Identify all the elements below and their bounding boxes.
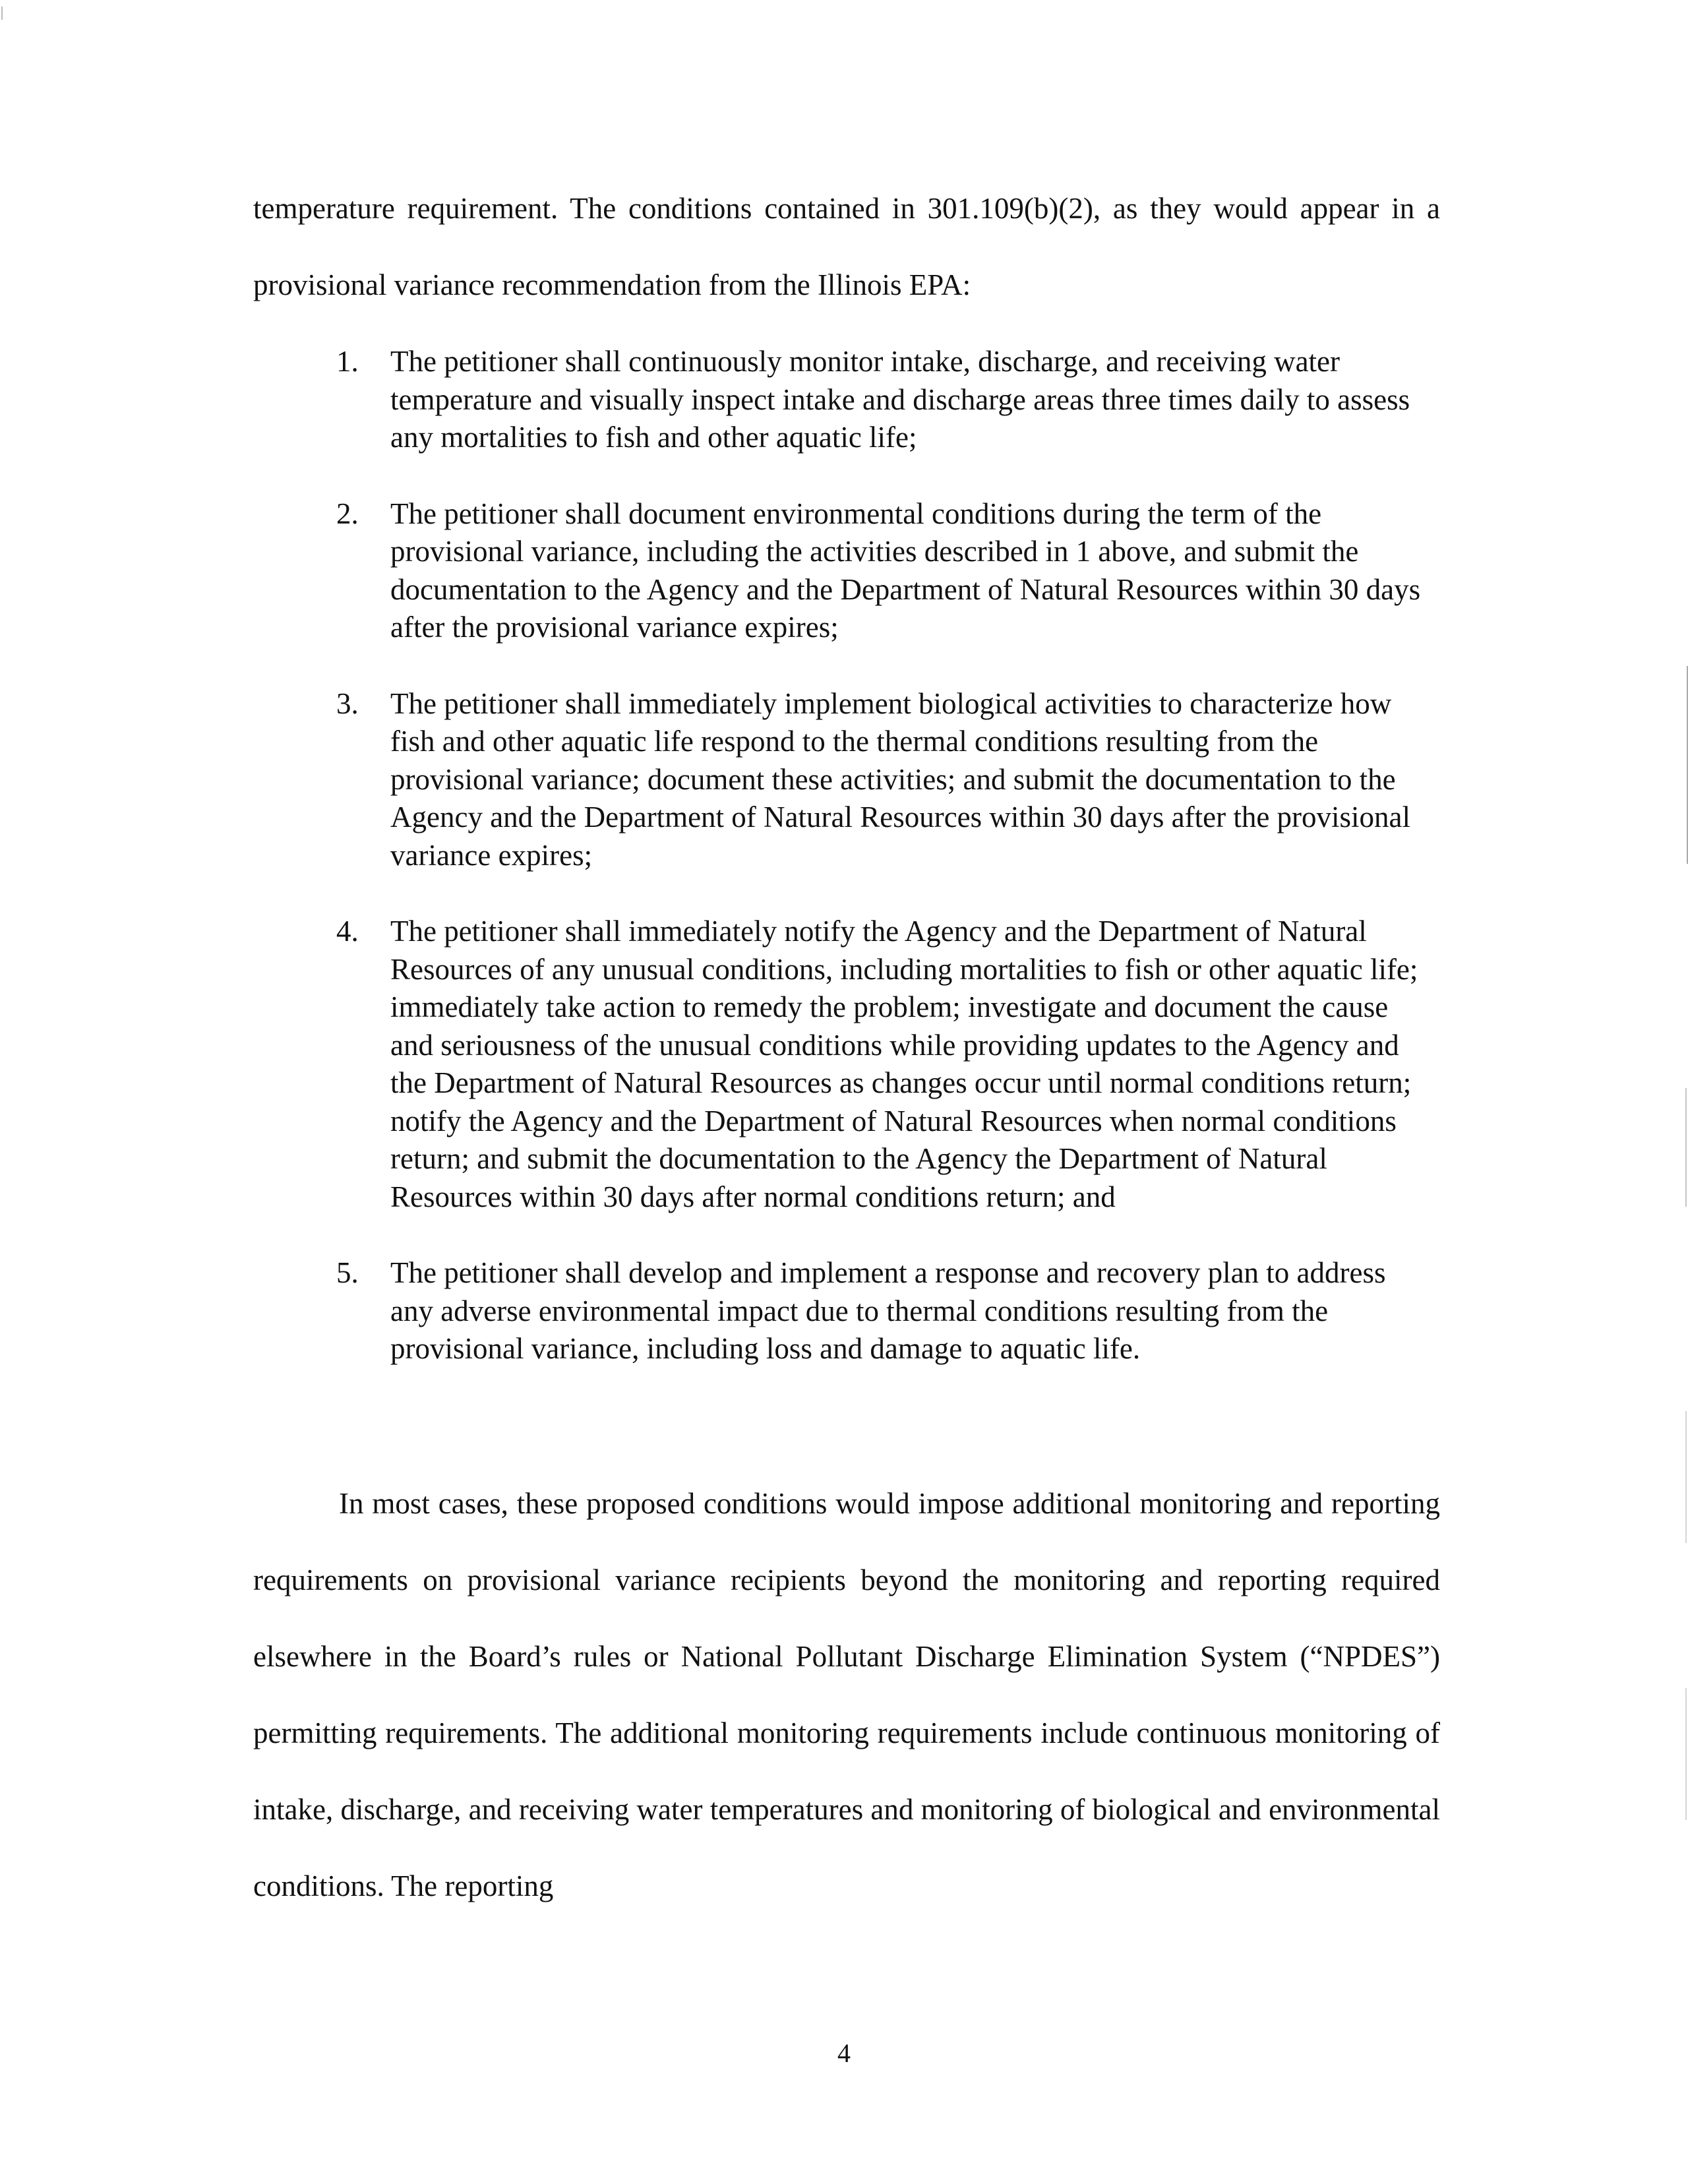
item-text: The petitioner shall continuously monitor intake, discharge, and receiving water temperature and visually inspect intake and discharge areas three times daily to assess any mortalities to fish and other aquatic life; xyxy=(390,345,1410,454)
page-number: 4 xyxy=(837,2038,851,2068)
list-item xyxy=(336,495,1434,647)
conditions-list xyxy=(336,343,1434,1407)
item-text: The petitioner shall develop and implement a response and recovery plan to address any adverse environmental impact due to thermal conditions resulting from the provisional variance, including loss and damage to aquatic life. xyxy=(390,1256,1386,1365)
item-number: 3. xyxy=(336,686,359,720)
item-number: 2. xyxy=(336,497,359,530)
list-item xyxy=(336,1254,1434,1368)
list-item xyxy=(336,343,1434,457)
list-item xyxy=(336,913,1434,1216)
scan-mark xyxy=(1685,1688,1687,1820)
item-number: 4. xyxy=(336,915,359,948)
closing-paragraph: In most cases, these proposed conditions would impose additional monitoring and reporting requirements on provisional variance recipients beyond the monitoring and reporting required elsewhere in the Board’s rules or National Pollutant Discharge Elimination System (“NPDES”) permitting requirements. The additional monitoring requirements include continuous monitoring of intake, discharge, and receiving water temperatures and monitoring of biological and environmental conditions. The reporting xyxy=(253,1487,1440,1902)
scan-mark xyxy=(1685,1088,1687,1207)
scan-mark xyxy=(1685,1411,1687,1543)
scan-mark xyxy=(1,7,3,20)
item-number: 5. xyxy=(336,1256,359,1289)
item-text: The petitioner shall immediately notify the Agency and the Department of Natural Resources of any unusual conditions, including mortalities to fish or other aquatic life; immediately take action to remedy the problem; investigate and document the cause and seriousness of the unusual conditions while providing updates to the Agency and the Department of Natural Resources as changes occur until normal conditions return; notify the Agency and the Department of Natural Resources when normal conditions return; and submit the documentation to the Agency the Department of Natural Resources within 30 days after normal conditions return; and xyxy=(390,915,1418,1213)
intro-paragraph: temperature requirement. The conditions contained in 301.109(b)(2), as they would appear in a provisional variance recommendation from the Illinois EPA: xyxy=(253,192,1440,301)
list-item xyxy=(336,685,1434,875)
item-text: The petitioner shall immediately implement biological activities to characterize how fish and other aquatic life respond to the thermal conditions resulting from the provisional variance; document these activities; and submit the documentation to the Agency and the Department of Natural Resources within 30 days after the provisional variance expires; xyxy=(390,686,1411,872)
item-text: The petitioner shall document environmental conditions during the term of the provisional variance, including the activities described in 1 above, and submit the documentation to the Agency and the Department of Natural Resources within 30 days after the provisional variance expires; xyxy=(390,497,1421,644)
item-number: 1. xyxy=(336,345,359,378)
